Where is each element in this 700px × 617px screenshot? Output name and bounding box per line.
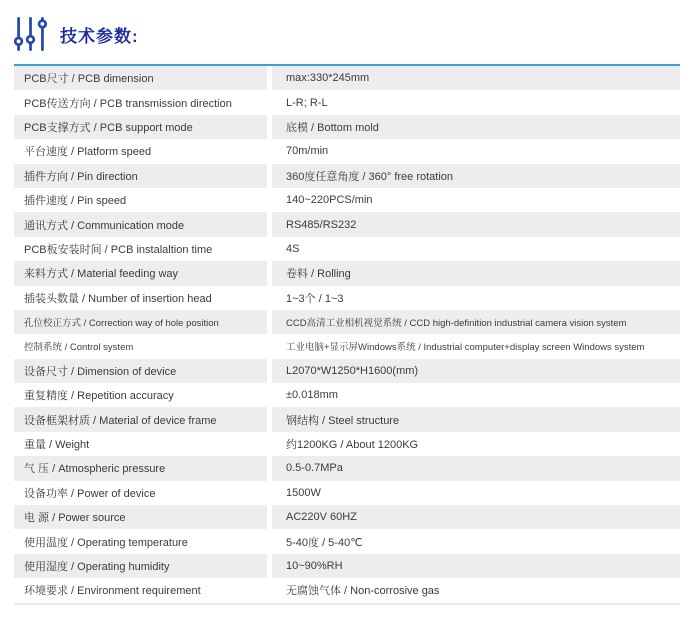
spec-value-cell: 4S <box>286 242 300 255</box>
spec-row <box>14 432 680 456</box>
spec-label-cell: 平台速度 / Platform speed <box>24 146 152 159</box>
spec-value-cell: 70m/min <box>286 145 329 158</box>
spec-value-cell: L-R; R-L <box>286 96 328 109</box>
spec-value-cell: AC220V 60HZ <box>272 505 680 529</box>
spec-value-cell: ±0.018mm <box>286 389 338 402</box>
spec-row <box>14 115 680 139</box>
spec-label-cell: 设备功率 / Power of device <box>24 487 156 500</box>
spec-row <box>14 237 680 261</box>
spec-row <box>14 212 680 236</box>
spec-value-cell: 5-40度 / 5-40℃ <box>286 536 363 549</box>
spec-row <box>14 505 680 529</box>
spec-label-cell: 控制系统 / Control system <box>24 342 134 354</box>
spec-row <box>14 359 680 383</box>
spec-label-cell: 插件方向 / Pin direction <box>14 164 267 188</box>
spec-value-cell: 工业电脑+显示屏Windows系统 / Industrial computer+display screen Windows system <box>286 342 645 354</box>
spec-value-cell: 卷料 / Rolling <box>272 261 680 285</box>
spec-label-cell: 重量 / Weight <box>24 439 90 452</box>
spec-row <box>14 554 680 578</box>
spec-value-cell: 钢结构 / Steel structure <box>272 407 680 431</box>
spec-label-cell: 重复精度 / Repetition accuracy <box>24 390 174 403</box>
spec-table <box>14 64 680 605</box>
spec-row <box>14 529 680 553</box>
spec-row <box>14 407 680 431</box>
spec-row <box>14 286 680 310</box>
spec-value-cell: RS485/RS232 <box>272 212 680 236</box>
spec-label-cell: 环境要求 / Environment requirement <box>24 585 201 598</box>
spec-value-cell: 1500W <box>286 486 321 499</box>
spec-label-cell: 使用温度 / Operating temperature <box>24 536 188 549</box>
spec-value-cell: 1~3个 / 1~3 <box>286 292 344 305</box>
spec-row <box>14 90 680 114</box>
spec-value-cell: max:330*245mm <box>272 66 680 90</box>
spec-row <box>14 310 680 334</box>
spec-value-cell: 0.5-0.7MPa <box>272 456 680 480</box>
spec-row <box>14 481 680 505</box>
spec-row <box>14 66 680 90</box>
spec-row <box>14 164 680 188</box>
spec-value-cell: 140~220PCS/min <box>286 194 373 207</box>
spec-label-cell: 孔位校正方式 / Correction way of hole position <box>14 310 267 334</box>
page-header <box>0 0 700 55</box>
spec-label-cell: 设备框架材质 / Material of device frame <box>14 407 267 431</box>
spec-label-cell: 通讯方式 / Communication mode <box>14 212 267 236</box>
spec-label-cell: PCB尺寸 / PCB dimension <box>14 66 267 90</box>
spec-label-cell: 设备尺寸 / Dimension of device <box>14 359 267 383</box>
spec-label-cell: PCB传送方向 / PCB transmission direction <box>24 97 232 110</box>
spec-value-cell: 约1200KG / About 1200KG <box>286 439 419 452</box>
spec-label-cell: 电 源 / Power source <box>14 505 267 529</box>
spec-row <box>14 139 680 163</box>
spec-value-cell: 底模 / Bottom mold <box>272 115 680 139</box>
spec-row <box>14 261 680 285</box>
spec-value-cell: 10~90%RH <box>272 554 680 578</box>
spec-row <box>14 456 680 480</box>
sliders-icon <box>14 15 47 53</box>
spec-label-cell: 插件速度 / Pin speed <box>24 195 127 208</box>
spec-label-cell: 来料方式 / Material feeding way <box>14 261 267 285</box>
spec-value-cell: 无腐蚀气体 / Non-corrosive gas <box>286 585 440 598</box>
spec-value-cell: 360度任意角度 / 360° free rotation <box>272 164 680 188</box>
spec-label-cell: PCB支撑方式 / PCB support mode <box>14 115 267 139</box>
spec-label-cell: 插装头数量 / Number of insertion head <box>24 292 212 305</box>
page-title: 技术参数: <box>60 26 139 46</box>
spec-row <box>14 578 680 602</box>
spec-label-cell: 气 压 / Atmospheric pressure <box>14 456 267 480</box>
spec-label-cell: 使用湿度 / Operating humidity <box>14 554 267 578</box>
spec-value-cell: CCD高清工业相机视觉系统 / CCD high-definition industrial camera vision system <box>272 310 680 334</box>
spec-row <box>14 188 680 212</box>
spec-row <box>14 334 680 358</box>
spec-label-cell: PCB板安装时间 / PCB instalaltion time <box>24 243 213 256</box>
spec-row <box>14 383 680 407</box>
spec-value-cell: L2070*W1250*H1600(mm) <box>272 359 680 383</box>
